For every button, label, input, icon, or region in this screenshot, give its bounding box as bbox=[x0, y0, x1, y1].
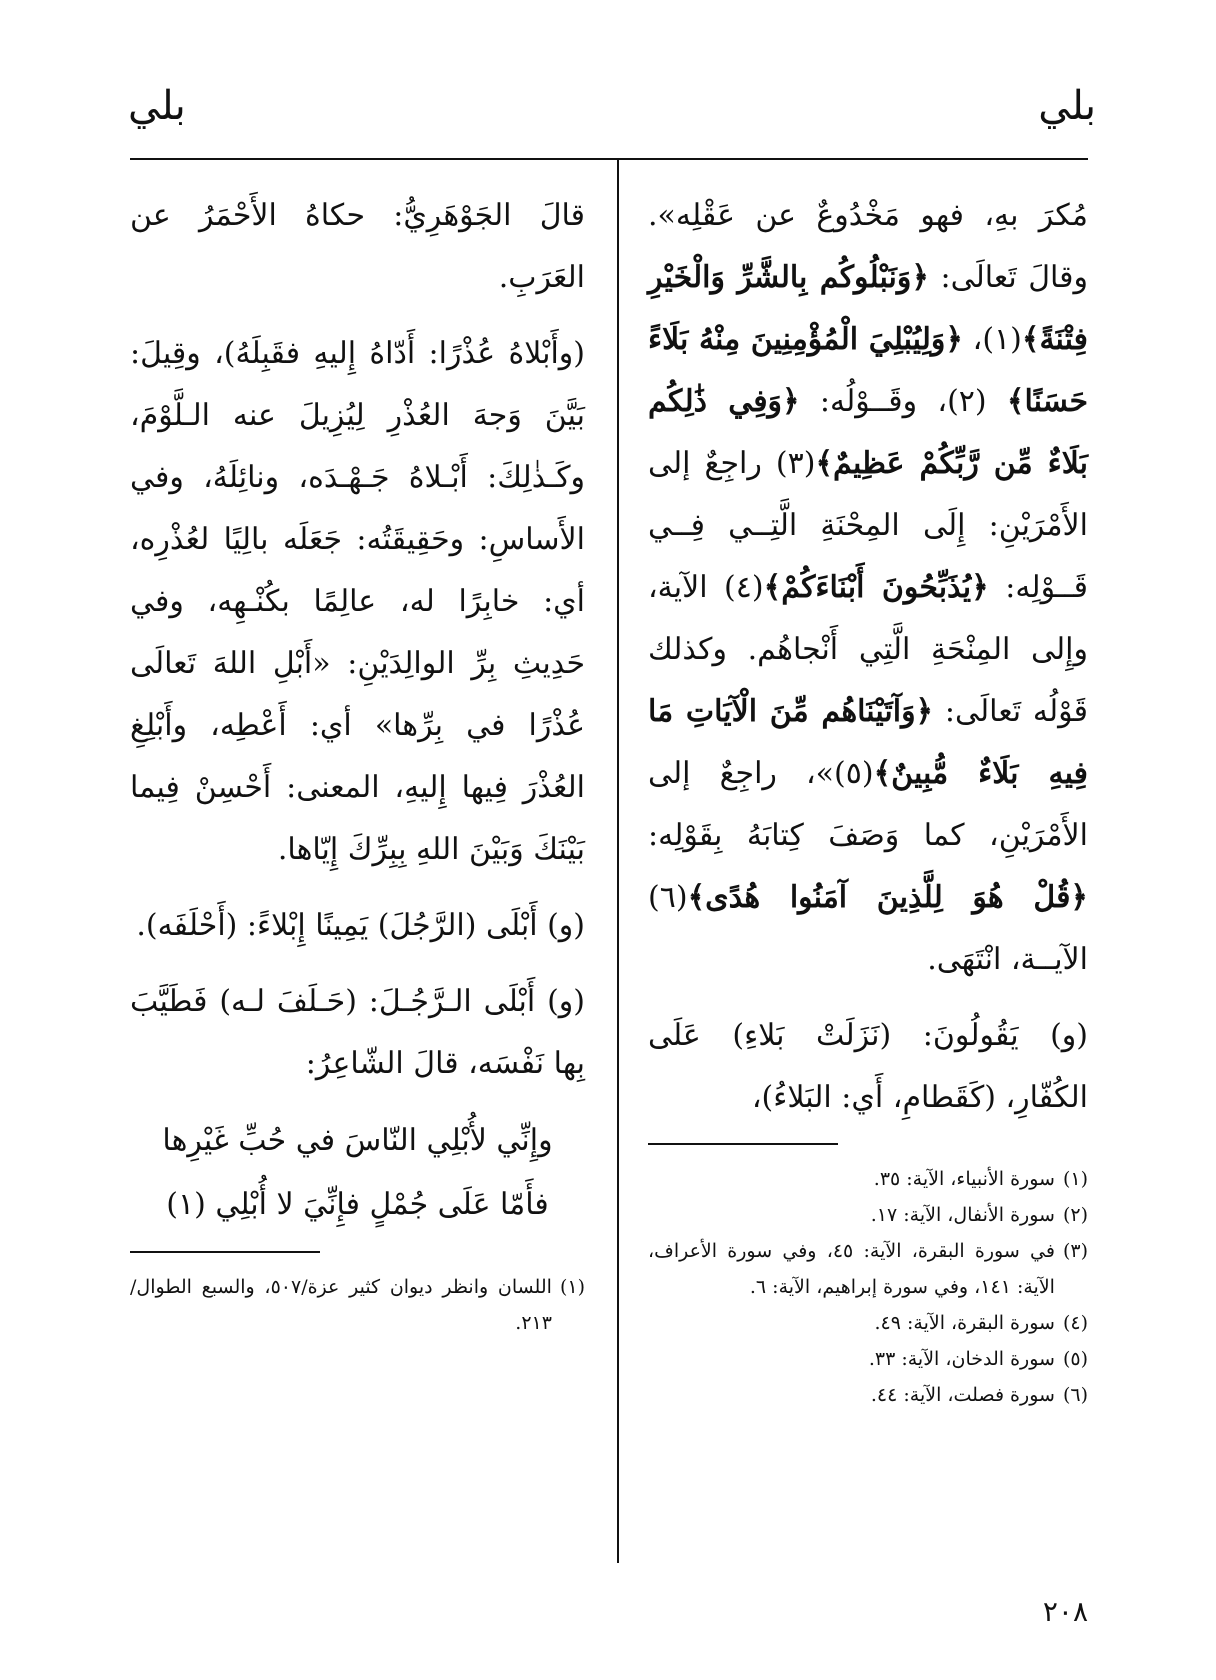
footnote-text: سورة الأنفال، الآية: ١٧. bbox=[870, 1204, 1055, 1226]
footnote-rule bbox=[130, 1251, 320, 1253]
text-run: (٣) راجِعٌ إلى الأَمْرَيْنِ: إِلَى المِحْنَةِ الَّتِــي فِــي قَــوْلِه: bbox=[648, 446, 1088, 605]
paragraph: (وأَبْلاهُ عُذْرًا: أَدّاهُ إِليهِ فقَبِلَهُ)، وقِيلَ: بَيَّنَ وَجهَ العُذْرِ لِيُزِيلَ عنه الـلَّوْمَ، وكَـذٰلِكَ: أَبْـلاهُ جَـهْـدَه، ونائِلَهُ، وفي الأَساسِ: وحَقِيقَتُه: جَعَلَه بالِيًا لعُذْرِه، أي: خابِرًا له، عالِمًا بكُنْـهِه، وفي حَدِيثِ بِرِّ الوالِدَيْنِ: «أَبْلِ اللهَ تَعالَى عُذْرًا في بِرِّها» أي: أَعْطِه، وأَبْلِغِ العُذْرَ فِيها إِليهِ، المعنى: أَحْسِنْ فِيما بَيْنَكَ وَبَيْنَ اللهِ بِبِرِّكَ إِيّاها. bbox=[130, 336, 585, 867]
poem-verse bbox=[130, 1109, 585, 1237]
paragraph bbox=[648, 1005, 1088, 1129]
text-run: مُكرَ بهِ، فهو مَخْدُوعٌ عن عَقْلِه». وقالَ تَعالَى: bbox=[648, 198, 1088, 295]
footnote-text: سورة فصلت، الآية: ٤٤. bbox=[870, 1384, 1055, 1406]
verse-line: وإِنِّي لأُبْلِي النّاسَ في حُبِّ غَيْرِها bbox=[162, 1123, 553, 1158]
running-header-right: بلي bbox=[1038, 83, 1096, 129]
footnote-number: (٣) bbox=[1062, 1240, 1088, 1262]
column-divider bbox=[617, 158, 619, 1563]
right-column-footnotes bbox=[648, 1161, 1088, 1413]
quran-quote: ﴿قُلْ هُوَ لِلَّذِينَ آمَنُوا هُدًى﴾ bbox=[687, 880, 1088, 915]
footnote-text: في سورة البقرة، الآية: ٤٥، وفي سورة الأعراف، الآية: ١٤١، وفي سورة إبراهيم، الآية: ٦. bbox=[648, 1240, 1055, 1298]
footnote-text: سورة الدخان، الآية: ٣٣. bbox=[868, 1348, 1055, 1370]
verse-line: فأَمّا عَلَى جُمْلٍ فإِنِّيَ لا أُبْلِي (١) bbox=[166, 1187, 549, 1222]
paragraph: (و) أَبْلَى (الرَّجُلَ) يَمِينًا إِبْلاءً: (أَحْلَفَه). bbox=[136, 908, 585, 943]
footnote-number: (١) bbox=[1062, 1168, 1088, 1190]
text-run: (٥)»، راجِعٌ إلى الأَمْرَيْنِ، كما وَصَفَ كِتابَهُ بِقَوْلِه: bbox=[648, 756, 1088, 853]
right-column-body bbox=[648, 185, 1088, 1129]
footnote bbox=[648, 1341, 1088, 1377]
left-column-footnotes bbox=[130, 1269, 585, 1341]
page-number: ٢٠٨ bbox=[1042, 1595, 1088, 1628]
footnote-text: سورة الأنبياء، الآية: ٣٥. bbox=[873, 1168, 1055, 1190]
quran-quote: ﴿وَفِي ذَٰلِكُم بَلَاءٌ مِّن رَّبِّكُمْ عَظِيمٌ﴾ bbox=[648, 384, 1089, 481]
text-run: (٦) الآيــة، انْتَهَى. bbox=[648, 880, 1088, 977]
footnote-text: اللسان وانظر ديوان كثير عزة/٥٠٧، والسبع الطوال/٢١٣. bbox=[130, 1276, 552, 1334]
paragraph: قالَ الجَوْهَرِيُّ: حكاهُ الأَحْمَرُ عن العَرَبِ. bbox=[130, 198, 585, 295]
footnote-rule bbox=[648, 1143, 838, 1145]
header-rule bbox=[130, 158, 1088, 160]
footnote bbox=[648, 1233, 1088, 1305]
footnote bbox=[648, 1197, 1088, 1233]
footnote-text: سورة البقرة، الآية: ٤٩. bbox=[874, 1312, 1055, 1334]
footnote bbox=[648, 1377, 1088, 1413]
quran-quote: ﴿وَآتَيْنَاهُم مِّنَ الْآيَاتِ مَا فِيهِ بَلَاءٌ مُّبِينٌ﴾ bbox=[648, 694, 1088, 791]
footnote-number: (٤) bbox=[1062, 1312, 1088, 1334]
footnote-number: (٢) bbox=[1062, 1204, 1088, 1226]
text-run: (١)، bbox=[962, 322, 1022, 357]
footnote-number: (٦) bbox=[1062, 1384, 1088, 1406]
footnote bbox=[648, 1305, 1088, 1341]
footnote bbox=[130, 1269, 585, 1341]
footnote bbox=[648, 1161, 1088, 1197]
paragraph: (و) أَبْلَى الـرَّجُـلَ: (حَـلَفَ لـه) فَطَيَّبَ بِها نَفْسَه، قالَ الشّاعِرُ: bbox=[130, 984, 585, 1081]
quran-quote: ﴿وَلِيُبْلِيَ الْمُؤْمِنِينَ مِنْهُ بَلَاءً حَسَنًا﴾ bbox=[648, 322, 1088, 419]
right-column bbox=[648, 185, 1088, 1413]
quran-quote: ﴿وَنَبْلُوكُم بِالشَّرِّ وَالْخَيْرِ فِتْنَةً﴾ bbox=[648, 260, 1088, 357]
text-run: (٢)، وقَــوْلُه: bbox=[799, 384, 1007, 419]
text-run: (٤) الآية، وإِلى المِنْحَةِ الَّتِي أَنْجاهُم. وكذلك قَوْلُه تَعالَى: bbox=[648, 570, 1088, 729]
text-run: (و) يَقُولُونَ: (نَزَلَتْ بَلاءِ) عَلَى الكُفّارِ، (كَقَطامِ، أَي: البَلاءُ)، bbox=[648, 1018, 1088, 1115]
running-header-left: بلي bbox=[128, 83, 186, 129]
paragraph bbox=[648, 185, 1088, 991]
left-column bbox=[130, 185, 585, 1341]
quran-quote: ﴿يُذَبِّحُونَ أَبْنَاءَكُمْ﴾ bbox=[763, 570, 989, 605]
footnote-number: (٥) bbox=[1062, 1348, 1088, 1370]
left-column-body bbox=[130, 185, 585, 1095]
footnote-number: (١) bbox=[559, 1276, 585, 1298]
